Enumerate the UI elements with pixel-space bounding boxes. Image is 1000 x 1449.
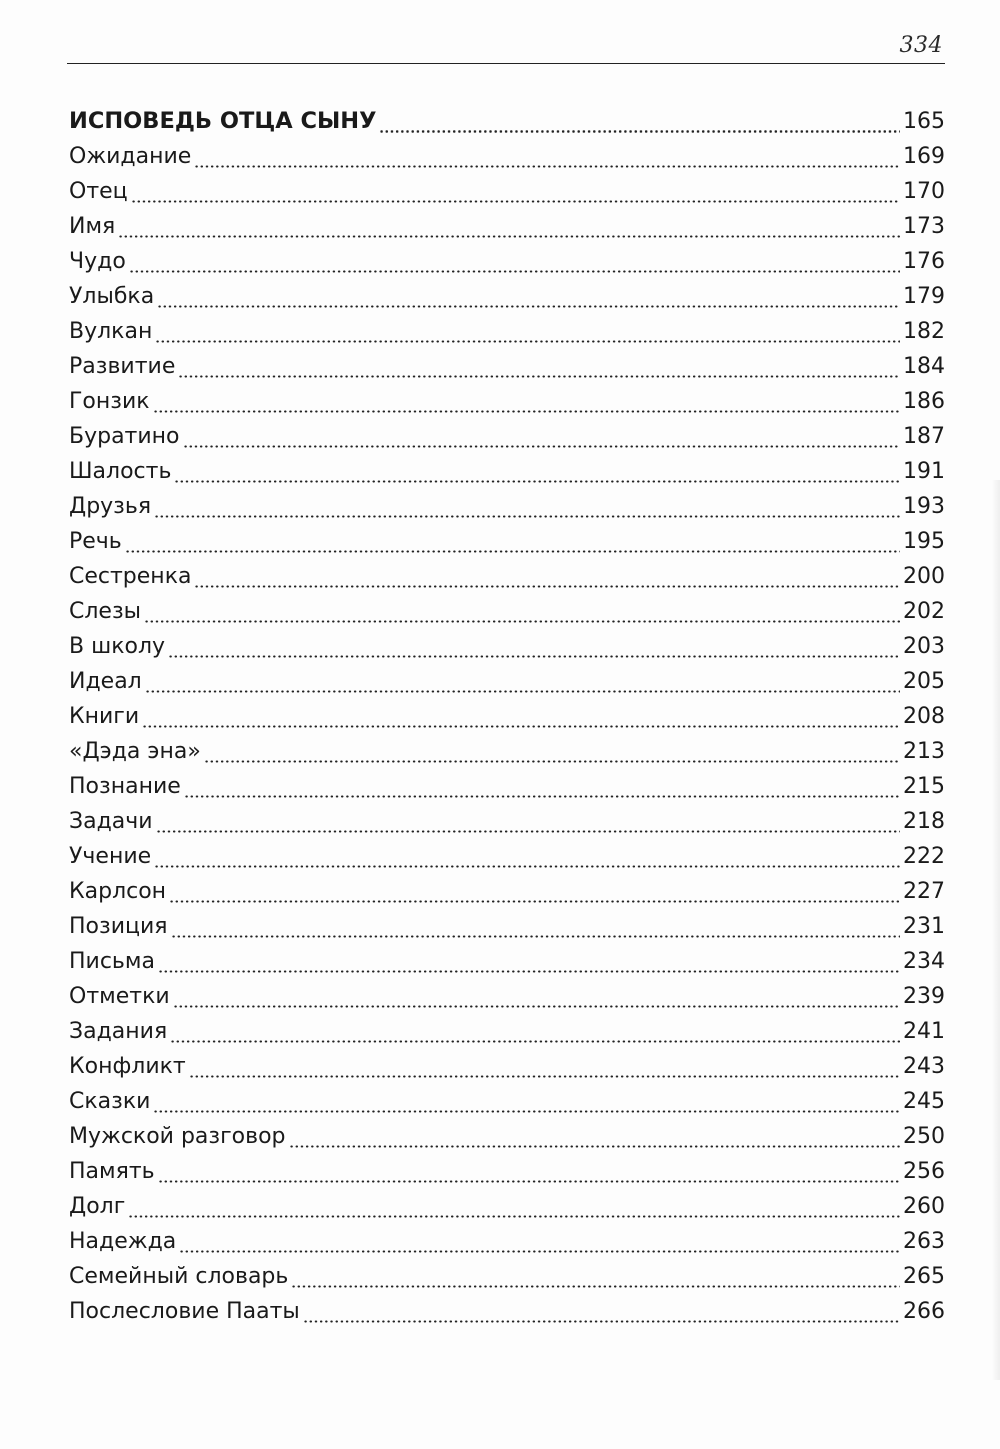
toc-entry-page: 241 xyxy=(903,1019,945,1044)
toc-entry-page: 193 xyxy=(903,494,945,519)
toc-entry-page: 215 xyxy=(903,774,945,799)
dot-leader xyxy=(129,244,900,279)
toc-entry-page: 205 xyxy=(903,669,945,694)
toc-section-heading[interactable] xyxy=(69,104,945,139)
toc-entry-title: Ожидание xyxy=(69,144,192,169)
toc-entry-title: Сказки xyxy=(69,1089,151,1114)
toc-entry-title: Письма xyxy=(69,949,155,974)
toc-entry-title: Идеал xyxy=(69,669,142,694)
toc-entry[interactable] xyxy=(69,279,945,314)
toc-entry-page: 243 xyxy=(903,1054,945,1079)
toc-entry-page: 195 xyxy=(903,529,945,554)
dot-leader xyxy=(156,804,900,839)
toc-entry-title: Слезы xyxy=(69,599,142,624)
toc-entry-title: Развитие xyxy=(69,354,176,379)
toc-entry-title: Долг xyxy=(69,1194,126,1219)
toc-entry-page: 191 xyxy=(903,459,945,484)
toc-entry-page: 231 xyxy=(903,914,945,939)
toc-entry-title: Мужской разговор xyxy=(69,1124,286,1149)
toc-entry[interactable] xyxy=(69,664,945,699)
toc-entry[interactable] xyxy=(69,979,945,1014)
toc-entry-title: Речь xyxy=(69,529,122,554)
dot-leader xyxy=(194,139,900,174)
toc-entry-title: Сестренка xyxy=(69,564,192,589)
toc-entry-page: 218 xyxy=(903,809,945,834)
dot-leader xyxy=(291,1259,900,1294)
toc-entry-title: Шалость xyxy=(69,459,172,484)
dot-leader xyxy=(128,1189,900,1224)
dot-leader xyxy=(303,1294,900,1329)
toc-entry-title: Познание xyxy=(69,774,181,799)
dot-leader xyxy=(168,629,900,664)
toc-entry-title: Задания xyxy=(69,1019,168,1044)
toc-entry-title: Позиция xyxy=(69,914,168,939)
toc-entry-title: Улыбка xyxy=(69,284,155,309)
toc-entry-title: Отметки xyxy=(69,984,170,1009)
toc-entry[interactable] xyxy=(69,874,945,909)
toc-entry-page: 202 xyxy=(903,599,945,624)
toc-entry[interactable] xyxy=(69,419,945,454)
toc-entry-page: 200 xyxy=(903,564,945,589)
header-rule xyxy=(67,63,945,64)
toc-entry-page: 213 xyxy=(903,739,945,764)
dot-leader xyxy=(153,384,900,419)
dot-leader xyxy=(189,1049,900,1084)
toc-entry[interactable] xyxy=(69,944,945,979)
dot-leader xyxy=(158,944,900,979)
toc-entry[interactable] xyxy=(69,629,945,664)
toc-entry-page: 227 xyxy=(903,879,945,904)
dot-leader xyxy=(194,559,900,594)
toc-entry[interactable] xyxy=(69,1224,945,1259)
toc-entry-title: Надежда xyxy=(69,1229,177,1254)
dot-leader xyxy=(145,664,900,699)
toc-entry-title: Книги xyxy=(69,704,140,729)
toc-entry-page: 182 xyxy=(903,319,945,344)
page-number: 334 xyxy=(899,33,943,58)
toc-entry-page: 173 xyxy=(903,214,945,239)
dot-leader xyxy=(157,279,900,314)
toc-entry-page: 208 xyxy=(903,704,945,729)
toc-entry-page: 179 xyxy=(903,284,945,309)
toc-entry[interactable] xyxy=(69,734,945,769)
toc-entry-title: Буратино xyxy=(69,424,180,449)
toc-entry-page: 222 xyxy=(903,844,945,869)
toc-entry-title: Имя xyxy=(69,214,116,239)
toc-entry-page: 184 xyxy=(903,354,945,379)
toc-entry[interactable] xyxy=(69,349,945,384)
toc-entry[interactable] xyxy=(69,524,945,559)
toc-entry[interactable] xyxy=(69,594,945,629)
toc-entry[interactable] xyxy=(69,699,945,734)
toc-entry-title: Семейный словарь xyxy=(69,1264,289,1289)
toc-entry-title: Задачи xyxy=(69,809,153,834)
dot-leader xyxy=(184,769,900,804)
toc-entry-title: Отец xyxy=(69,179,128,204)
toc-entry[interactable] xyxy=(69,559,945,594)
toc-entry[interactable] xyxy=(69,454,945,489)
toc-entry-title: Друзья xyxy=(69,494,152,519)
toc-entry-title: Вулкан xyxy=(69,319,153,344)
toc-entry-page: 260 xyxy=(903,1194,945,1219)
dot-leader xyxy=(153,1084,900,1119)
dot-leader xyxy=(204,734,900,769)
toc-entry-page: 187 xyxy=(903,424,945,449)
dot-leader xyxy=(118,209,900,244)
toc-entry[interactable] xyxy=(69,384,945,419)
dot-leader xyxy=(131,174,900,209)
toc-entry[interactable] xyxy=(69,909,945,944)
toc-entry[interactable] xyxy=(69,769,945,804)
toc-entry-page: 170 xyxy=(903,179,945,204)
toc-entry[interactable] xyxy=(69,1049,945,1084)
toc-entry[interactable] xyxy=(69,1084,945,1119)
toc-entry-page: 169 xyxy=(903,144,945,169)
dot-leader xyxy=(169,874,900,909)
toc-entry-page: 165 xyxy=(903,109,945,134)
toc-entry[interactable] xyxy=(69,174,945,209)
page-edge-shadow xyxy=(992,480,1000,1380)
toc-entry-page: 263 xyxy=(903,1229,945,1254)
toc-entry-title: «Дэда эна» xyxy=(69,739,201,764)
toc-entry-page: 203 xyxy=(903,634,945,659)
toc-entry-title: Конфликт xyxy=(69,1054,186,1079)
dot-leader xyxy=(379,104,900,139)
dot-leader xyxy=(142,699,900,734)
toc-entry-page: 176 xyxy=(903,249,945,274)
toc-entry-page: 234 xyxy=(903,949,945,974)
dot-leader xyxy=(173,979,900,1014)
dot-leader xyxy=(179,1224,900,1259)
toc-entry[interactable] xyxy=(69,1119,945,1154)
toc-entry-page: 256 xyxy=(903,1159,945,1184)
toc-entry-page: 186 xyxy=(903,389,945,414)
table-of-contents xyxy=(69,104,945,1329)
toc-entry[interactable] xyxy=(69,489,945,524)
toc-entry-title: ИСПОВЕДЬ ОТЦА СЫНУ xyxy=(69,108,377,134)
toc-entry-page: 265 xyxy=(903,1264,945,1289)
toc-entry-page: 239 xyxy=(903,984,945,1009)
toc-entry-page: 245 xyxy=(903,1089,945,1114)
dot-leader xyxy=(171,909,900,944)
dot-leader xyxy=(144,594,900,629)
toc-entry-title: Память xyxy=(69,1159,155,1184)
dot-leader xyxy=(155,314,900,349)
toc-entry[interactable] xyxy=(69,244,945,279)
dot-leader xyxy=(289,1119,900,1154)
toc-entry[interactable] xyxy=(69,1189,945,1224)
dot-leader xyxy=(154,489,900,524)
toc-entry-page: 250 xyxy=(903,1124,945,1149)
dot-leader xyxy=(174,454,900,489)
toc-entry[interactable] xyxy=(69,209,945,244)
toc-entry[interactable] xyxy=(69,1014,945,1049)
toc-entry[interactable] xyxy=(69,139,945,174)
toc-entry[interactable] xyxy=(69,839,945,874)
dot-leader xyxy=(183,419,900,454)
toc-entry[interactable] xyxy=(69,1294,945,1329)
dot-leader xyxy=(125,524,900,559)
dot-leader xyxy=(178,349,900,384)
dot-leader xyxy=(170,1014,900,1049)
toc-entry[interactable] xyxy=(69,314,945,349)
toc-entry-page: 266 xyxy=(903,1299,945,1324)
toc-entry-title: Учение xyxy=(69,844,152,869)
toc-entry-title: Чудо xyxy=(69,249,126,274)
toc-entry[interactable] xyxy=(69,1154,945,1189)
toc-entry-title: Карлсон xyxy=(69,879,167,904)
toc-entry[interactable] xyxy=(69,1259,945,1294)
toc-entry-title: В школу xyxy=(69,634,166,659)
dot-leader xyxy=(154,839,900,874)
toc-entry-title: Гонзик xyxy=(69,389,150,414)
toc-entry[interactable] xyxy=(69,804,945,839)
toc-entry-title: Послесловие Пааты xyxy=(69,1299,300,1324)
dot-leader xyxy=(158,1154,900,1189)
